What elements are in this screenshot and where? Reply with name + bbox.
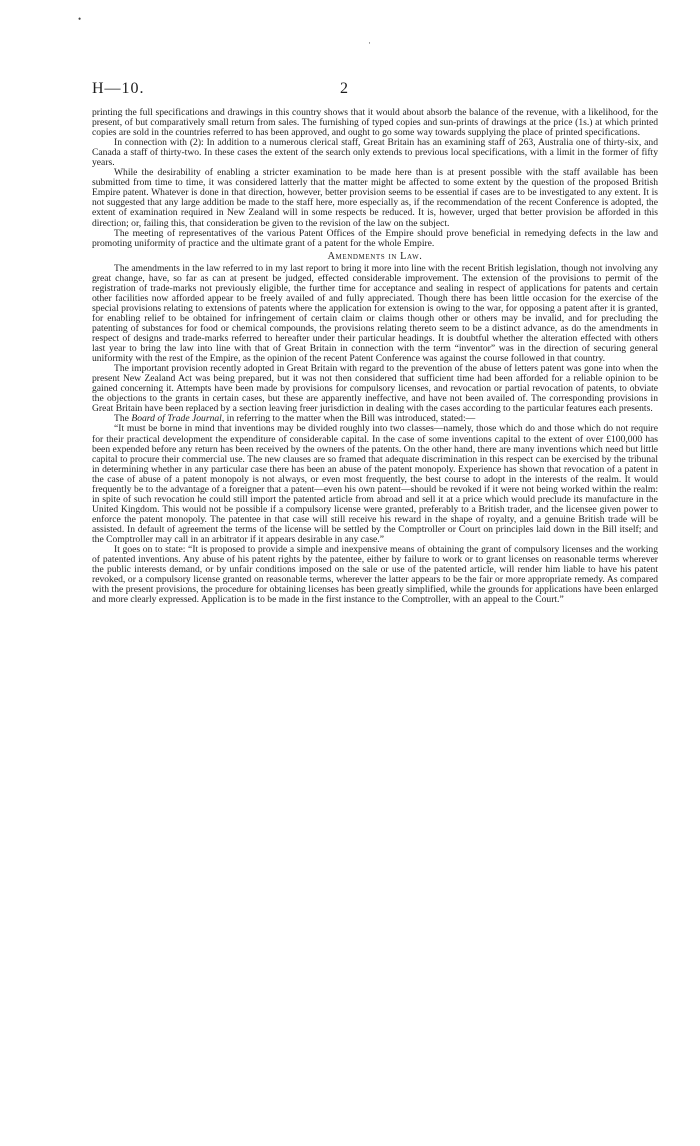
paragraph-staff: In connection with (2): In addition to a numerous clerical staff, Great Britain has an examining staff of 263, Australia one of thirty-six, and Canada a staff of thirty-two. In these cases the extent of the search only extends to previous local specifications, with a limit in the former of fifty years. [92,137,658,169]
journal-intro-suffix: , in referring to the matter when the Bill was introduced, stated:— [221,413,476,425]
paragraph-conference: The meeting of representatives of the various Patent Offices of the Empire should prove beneficial in remedying defects in the law and promoting uniformity of practice and the ultimate grant of a patent for the whole Empire. [92,227,658,249]
quote-paragraph: “It must be borne in mind that inventions may be divided roughly into two classes—namely, those which do and those which do not require for their practical development the expenditure of considerable capital. In the case of some inventions capital to the extent of over £100,000 has been expended before any return has been received by the owners of the patents. On the other hand, there are many inventions which need but little capital to procure their commercial use. The new clauses are so framed that adequate discrimination in this respect can be exercised by the tribunal in determining whether in any particular case there has been an abuse of the patent monopoly. Experience has shown that revocation of a patent in the case of abuse of a patent monopoly is not always, or even most frequently, the best course to adopt in the interests of the realm. It would frequently be to the advantage of a foreigner that a patent—even his own patent—should be revoked if it were not being worked within the realm: in spite of such revocation he could still import the patented article from abroad and sell it at a price which would preclude its manufacture in the United Kingdom. This would not be possible if a compulsory license were granted, preferably to a British trader, and the licensee given power to enforce the patent monopoly. The patentee in that case will still receive his reward in the shape of royalty, and a genuine British trade will be assisted. In default of agreement the terms of the license will be settled by the Comptroller or Court on principles laid down in the Bill itself; and the Comptroller may call in an arbitrator if it appears desirable in any case.” [92,423,658,545]
paragraph-amendments: The amendments in the law referred to in my last report to bring it more into line with the recent British legislation, though not involving any great change, have, so far as can at present be judged, effected considerable improvement. The extension of the provisions to permit of the registration of trade-marks not previously eligible, the further time for acceptance and sealing in respect of applications for patents and certain other facilities now afforded appear to be freely availed of and fully appreciated. Though there has been little occasion for the exercise of the special provisions relating to extensions of patents where the application for extension is owing to the war, for opposing a patent after it is granted, for enabling relief to be obtained for infringement of certain claim or claims though other or others may be invalid, and for precluding the patenting of substances for food or chemical compounds, the provisions relating thereto seem to be a distinct advance, as do the amendments in respect of designs and trade-marks referred to hereafter under their particular headings. It is doubtful whether the alteration effected with others last year to bring the law into line with that of Great Britain in connection with the term “inventor” was in the direction of securing general uniformity with the rest of the Empire, as the opinion of the recent Patent Conference was against the course followed in that country. [92,262,658,365]
quote-paragraph-second: It goes on to state: “It is proposed to provide a simple and inexpensive means of obtaining the grant of compulsory licenses and the working of patented inventions. Any abuse of his patent rights by the patentee, either by failure to work or to grant licenses on reasonable terms wherever the public interests demand, or by unfair conditions imposed on the sale or use of the patented article, will render him liable to have his patent revoked, or a compulsory license granted on reasonable terms, wherever the latter appears to be the fair or more appropriate remedy. As compared with the present provisions, the procedure for obtaining licenses has been greatly simplified, while the grounds for applications have been enlarged and more clearly expressed. Application is to be made in the first instance to the Comptroller, with an appeal to the Court.” [92,544,658,606]
series-code: H—10. [92,80,145,97]
margin-mark: • [78,14,82,24]
center-mark: · [368,38,371,48]
section-heading: Amendments in Law. [327,250,423,262]
journal-title: Board of Trade Journal [131,413,222,425]
paragraph-examination: While the desirability of enabling a stricter examination to be made here than is at present possible with the staff available has been submitted from time to time, it was considered latterly that the matter might be affected to some extent by the question of the proposed British Empire patent. Whatever is done in that direction, however, better provision seems to be essential if cases are to be investigated to any extent. It is not suggested that any large addition be made to the staff here, more especially as, if the recommendation of the recent Conference is adopted, the extent of examination required in New Zealand will in some respects be reduced. It is, however, urged that better provision be afforded in this direction; or, failing this, that consideration be given to the revision of the law on the subject. [92,167,658,229]
paragraph-abuse-of-patents: The important provision recently adopted in Great Britain with regard to the prevention of the abuse of letters patent was gone into when the present New Zealand Act was being prepared, but it was not then considered that sufficient time had been afforded for a reliable opinion to be gained concerning it. Attempts have been made by provisions for compulsory licenses, and revocation or partial revocation of patents, to obviate the objections to the grants in certain cases, but these are apparently ineffective, and have not been availed of. The corresponding provisions in Great Britain have been replaced by a section leaving freer jurisdiction in dealing with the cases according to the particular features each presents. [92,363,658,415]
page-header [92,80,652,104]
journal-intro-prefix: The [114,413,132,425]
paragraph-continuation: printing the full specifications and drawings in this country shows that it would about absorb the balance of the revenue, with a likelihood, for the present, of but comparatively small return from sales. The furnishing of typed copies and sun-prints of drawings at the price (1s.) at which printed copies are sold in the countries referred to has been approved, and ought to go some way towards supplying the place of printed specifications. [92,107,658,139]
body-text [92,108,658,605]
page-number: 2 [340,80,348,97]
